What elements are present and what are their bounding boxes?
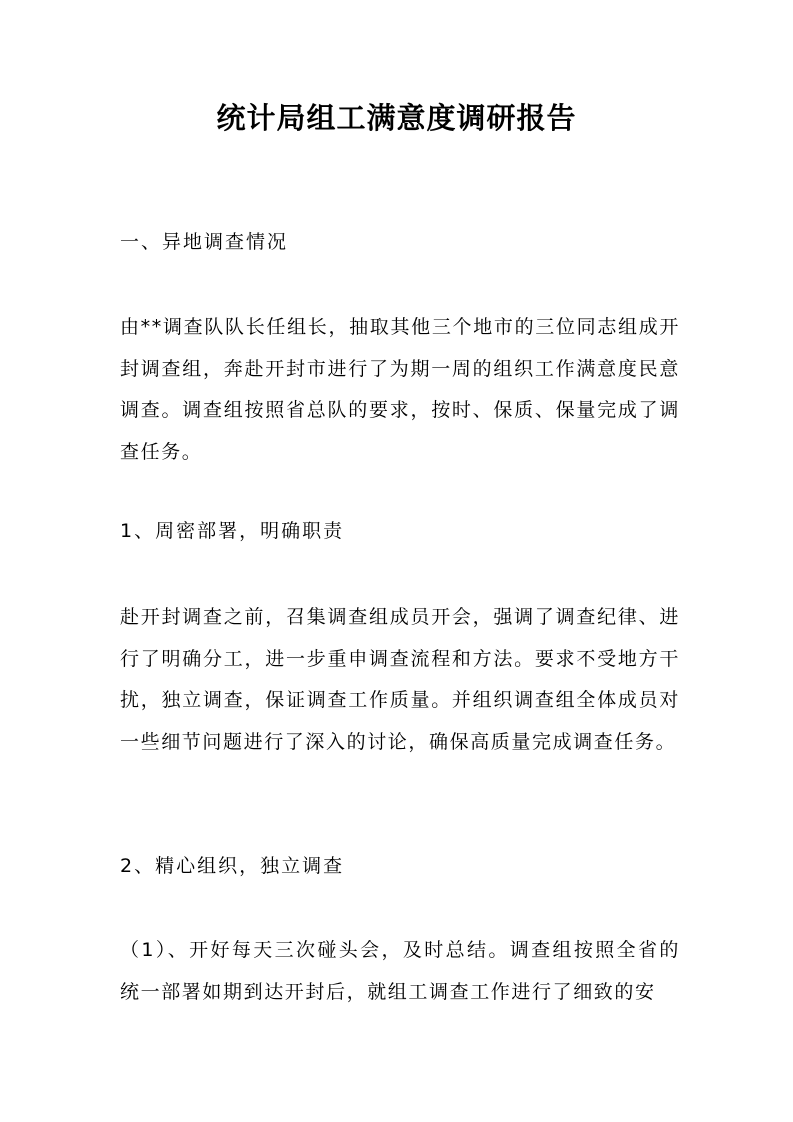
paragraph-deployment: 赴开封调查之前，召集调查组成员开会，强调了调查纪律、进行了明确分工，进一步重申调查流程和方法。要求不受地方干扰，独立调查，保证调查工作质量。并组织调查组全体成员对一些细节问题进行了深入的讨论，确保高质量完成调查任务。: [120, 606, 680, 753]
section-heading-remote-survey: 一、异地调查情况: [120, 231, 289, 253]
paragraph-survey-overview: 由**调查队队长任组长，抽取其他三个地市的三位同志组成开封调查组，奔赴开封市进行了为期一周的组织工作满意度民意调查。调查组按照省总队的要求，按时、保质、保量完成了调查任务。: [120, 316, 680, 463]
subsection-heading-deployment: 1、周密部署，明确职责: [120, 520, 345, 542]
subsection-heading-organization: 2、精心组织，独立调查: [120, 855, 345, 877]
paragraph-daily-meetings: （1）、开好每天三次碰头会，及时总结。调查组按照全省的统一部署如期到达开封后，就组工调查工作进行了细致的安: [120, 939, 680, 1003]
document-title: 统计局组工满意度调研报告: [216, 101, 577, 135]
